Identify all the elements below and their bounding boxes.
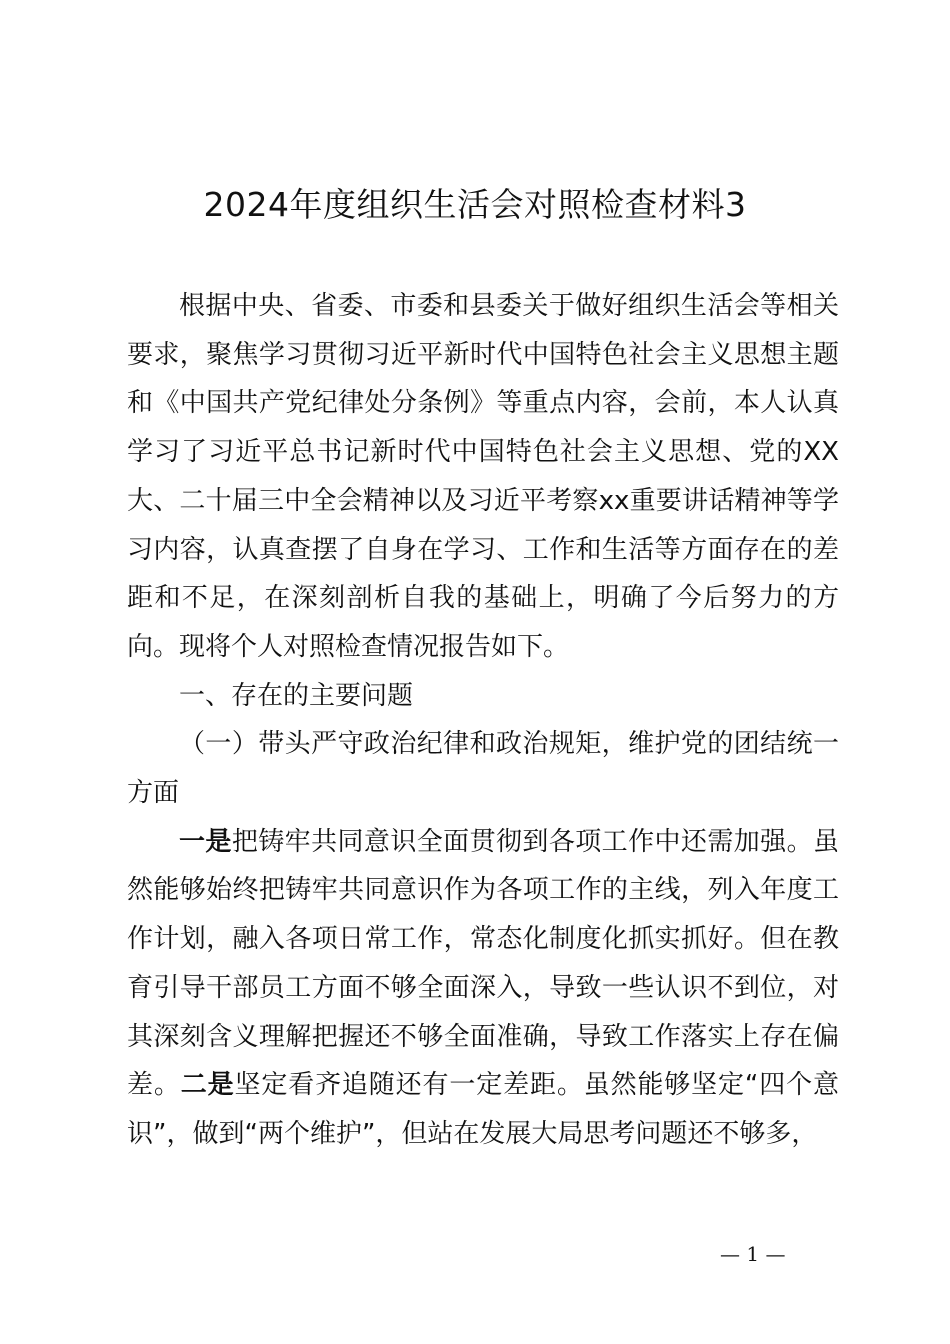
point1-label: 一是 <box>179 826 232 857</box>
page-number: — 1 — <box>720 1242 786 1266</box>
subsection-heading: （一）带头严守政治纪律和政治规矩，维护党的团结统一方面 <box>127 729 839 809</box>
point-paragraph <box>127 818 839 1159</box>
section-heading: 一、存在的主要问题 <box>179 680 414 711</box>
document-body <box>127 282 839 1159</box>
point2-label: 二是 <box>180 1070 235 1101</box>
point2-text: 坚定看齐追随还有一定差距。虽然能够坚定“四个意识”，做到“两个维护”，但站在发展大局思考问题还不够多， <box>127 1070 839 1149</box>
document-title: 2024年度组织生活会对照检查材料3 <box>203 185 747 224</box>
point1-text: 把铸牢共同意识全面贯彻到各项工作中还需加强。虽然能够始终把铸牢共同意识作为各项工作的主线，列入年度工作计划，融入各项日常工作，常态化制度化抓实抓好。但在教育引导干部员工方面不够全面深入，导致一些认识不到位，对其深刻含义理解把握还不够全面准确，导致工作落实上存在偏差。 <box>127 826 839 1101</box>
intro-paragraph: 根据中央、省委、市委和县委关于做好组织生活会等相关要求，聚焦学习贯彻习近平新时代中国特色社会主义思想主题和《中国共产党纪律处分条例》等重点内容，会前，本人认真学习了习近平总书记新时代中国特色社会主义思想、党的XX大、二十届三中全会精神以及习近平考察xx重要讲话精神等学习内容，认真查摆了自身在学习、工作和生活等方面存在的差距和不足，在深刻剖析自我的基础上，明确了今后努力的方向。现将个人对照检查情况报告如下。 <box>127 291 839 662</box>
